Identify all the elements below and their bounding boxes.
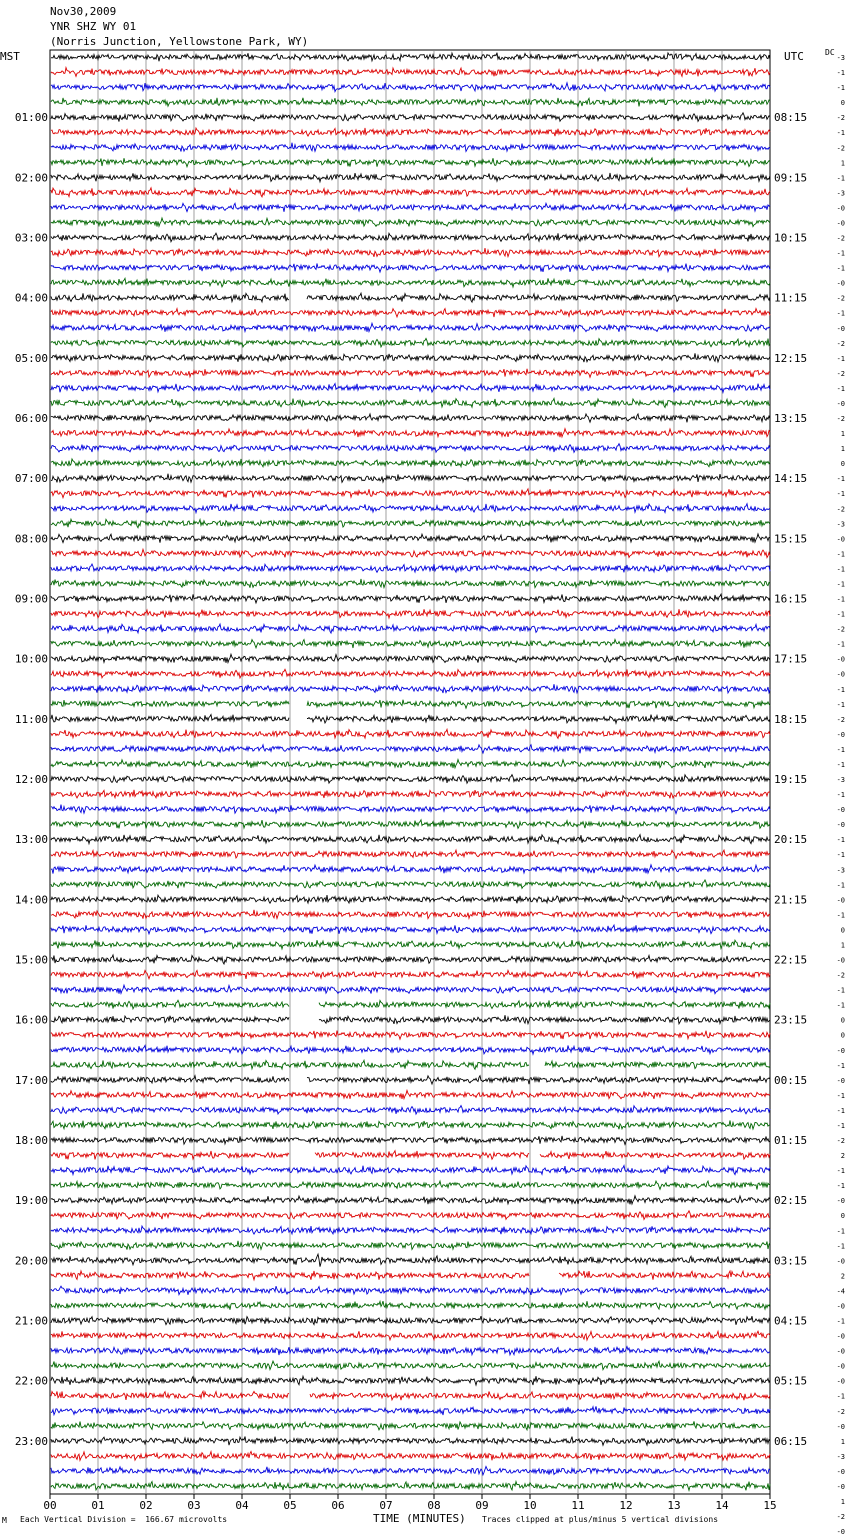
trace-row-22 [51, 384, 770, 393]
dc-offset-value: 0 [840, 460, 845, 469]
trace-row-27 [51, 459, 770, 467]
dc-offset-value: -0 [836, 1528, 845, 1534]
right-hour-label: 01:15 [774, 1134, 808, 1147]
right-hour-label: 09:15 [774, 171, 808, 185]
dc-offset-value: -2 [836, 144, 845, 153]
trace-row-65 [51, 1031, 770, 1040]
trace-row-89 [51, 1391, 770, 1400]
dc-offset-value: -1 [836, 911, 845, 920]
x-tick-label: 03 [187, 1499, 201, 1512]
trace-row-72 [51, 1136, 770, 1145]
trace-row-42 [51, 684, 770, 693]
dc-offset-value: 0 [840, 1016, 845, 1025]
left-hour-label: 17:00 [14, 1073, 48, 1087]
dc-offset-value: -1 [836, 1121, 845, 1130]
dc-offset-value: -1 [836, 84, 845, 93]
dc-offset-value: -4 [836, 1287, 845, 1296]
trace-row-8 [51, 173, 770, 182]
trace-row-52 [51, 835, 770, 844]
trace-row-51 [51, 820, 770, 829]
dc-offset-value: -1 [836, 309, 845, 318]
right-hour-label: 15:15 [774, 532, 808, 546]
left-hour-label: 18:00 [14, 1134, 48, 1147]
trace-row-21 [51, 369, 770, 378]
dc-offset-value: -1 [836, 640, 845, 649]
dc-offset-value: -2 [836, 415, 845, 423]
trace-row-78 [51, 1226, 770, 1234]
trace-row-94 [51, 1466, 770, 1474]
dc-offset-value: -0 [836, 956, 845, 965]
dc-offset-value: -0 [836, 670, 845, 679]
x-tick-label: 09 [475, 1499, 489, 1512]
dc-offset-value: -1 [836, 1182, 845, 1191]
left-hour-label: 15:00 [14, 953, 48, 967]
right-hour-label: 08:15 [774, 111, 808, 125]
dc-offset-value: 2 [840, 1152, 845, 1161]
dc-offset-value: -0 [836, 1377, 845, 1386]
dc-offset-value: -1 [836, 1091, 845, 1100]
right-hour-label: 18:15 [774, 712, 808, 726]
trace-row-91 [51, 1421, 770, 1430]
trace-row-90 [51, 1406, 770, 1415]
x-tick-label: 07 [379, 1499, 393, 1512]
trace-row-35 [51, 579, 770, 588]
right-hour-label: 21:15 [774, 893, 808, 907]
dc-offset-value: -2 [836, 1513, 845, 1522]
right-hour-label: 11:15 [774, 291, 808, 305]
trace-row-49 [51, 790, 770, 798]
dc-offset-value: -0 [836, 1076, 845, 1085]
dc-offset-value: -0 [836, 1302, 845, 1311]
trace-row-31 [51, 519, 770, 528]
clip-note: Traces clipped at plus/minus 5 vertical divisions [482, 1515, 719, 1524]
dc-offset-value: -0 [836, 821, 845, 830]
x-tick-label: 05 [283, 1499, 297, 1512]
dc-offset-value: -0 [836, 1197, 845, 1206]
trace-row-86 [51, 1347, 770, 1355]
x-axis-title: TIME (MINUTES) [373, 1512, 466, 1525]
dc-offset-value: -1 [836, 475, 845, 484]
x-tick-label: 06 [331, 1499, 345, 1512]
dc-offset-value: -0 [836, 896, 845, 905]
right-hour-label: 00:15 [774, 1073, 808, 1087]
x-tick-label: 11 [571, 1499, 585, 1512]
dc-offset-value: -0 [836, 324, 845, 333]
dc-offset-value: -2 [836, 1137, 845, 1145]
dc-offset-value: -2 [836, 339, 845, 348]
dc-offset-value: -0 [836, 1332, 845, 1341]
trace-row-62 [51, 985, 770, 993]
dc-offset-value: -1 [836, 384, 845, 393]
dc-offset-value: -0 [836, 279, 845, 288]
dc-offset-value: -1 [836, 1061, 845, 1070]
trace-row-25 [51, 429, 770, 437]
dc-offset-value: -0 [836, 535, 845, 544]
trace-row-10 [51, 203, 770, 211]
dc-offset-value: -0 [836, 204, 845, 213]
dc-offset-value: -3 [836, 776, 845, 784]
trace-row-30 [51, 504, 770, 513]
trace-row-56 [51, 895, 770, 903]
trace-row-16 [51, 293, 770, 302]
dc-offset-value: 1 [840, 941, 845, 950]
dc-offset-value: -2 [836, 1407, 845, 1416]
trace-row-93 [51, 1452, 770, 1461]
right-hour-label: 22:15 [774, 953, 808, 967]
trace-row-69 [51, 1090, 770, 1099]
dc-offset-value: -1 [836, 490, 845, 499]
dc-offset-value: -1 [836, 1106, 845, 1115]
dc-offset-value: 1 [840, 430, 845, 439]
trace-row-81 [51, 1271, 770, 1280]
left-hour-label: 11:00 [14, 712, 48, 726]
right-hour-label: 02:15 [774, 1194, 808, 1208]
right-hour-label: 14:15 [774, 472, 808, 486]
trace-row-73 [51, 1151, 770, 1160]
trace-row-7 [51, 158, 770, 167]
trace-row-92 [51, 1436, 770, 1445]
trace-row-41 [51, 669, 770, 678]
left-hour-label: 20:00 [14, 1254, 48, 1268]
left-hour-label: 02:00 [14, 171, 48, 185]
trace-row-59 [51, 940, 770, 949]
right-hour-label: 03:15 [774, 1254, 808, 1268]
trace-row-77 [51, 1211, 770, 1220]
left-hour-label: 04:00 [14, 291, 48, 305]
trace-row-55 [51, 880, 770, 889]
trace-row-68 [51, 1076, 770, 1084]
x-tick-label: 01 [91, 1499, 105, 1512]
left-hour-label: 12:00 [14, 773, 48, 786]
dc-offset-value: -0 [836, 1422, 845, 1431]
dc-offset-value: -3 [836, 520, 845, 529]
right-hour-label: 12:15 [774, 351, 808, 365]
trace-row-61 [51, 970, 770, 978]
trace-row-4 [51, 113, 770, 122]
trace-row-33 [51, 549, 770, 557]
dc-offset-value: -2 [836, 369, 845, 378]
trace-row-40 [51, 654, 770, 663]
trace-row-38 [51, 624, 770, 633]
dc-offset-value: -3 [836, 189, 845, 198]
dc-offset-value: -1 [836, 129, 845, 138]
dc-offset-value: -2 [836, 114, 845, 123]
left-hour-label: 10:00 [14, 652, 48, 666]
dc-offset-value: -1 [836, 760, 845, 769]
trace-row-15 [51, 278, 770, 287]
left-hour-label: 05:00 [14, 351, 48, 365]
dc-offset-value: -0 [836, 399, 845, 408]
dc-offset-value: -0 [836, 1362, 845, 1371]
x-tick-label: 13 [667, 1499, 681, 1512]
trace-row-45 [51, 729, 770, 738]
trace-row-64 [51, 1015, 770, 1024]
trace-row-18 [51, 323, 770, 331]
dc-offset-value: -1 [836, 354, 845, 363]
x-tick-label: 15 [763, 1499, 777, 1512]
dc-offset-value: -1 [836, 550, 845, 559]
left-hour-label: 14:00 [14, 893, 48, 907]
trace-row-23 [51, 398, 770, 407]
trace-row-54 [51, 865, 770, 874]
left-hour-label: 13:00 [14, 833, 48, 847]
trace-row-11 [51, 218, 770, 226]
trace-row-53 [51, 850, 770, 858]
dc-offset-value: -1 [836, 595, 845, 604]
dc-offset-value: -2 [836, 971, 845, 980]
trace-row-48 [51, 775, 770, 784]
trace-row-85 [51, 1331, 770, 1340]
trace-row-32 [51, 534, 770, 543]
trace-row-43 [51, 700, 770, 709]
trace-row-66 [51, 1045, 770, 1054]
trace-row-12 [51, 233, 770, 242]
dc-offset-value: -2 [836, 234, 845, 243]
trace-row-71 [51, 1120, 770, 1129]
dc-column-label: DC [825, 48, 835, 57]
left-hour-label: 22:00 [14, 1374, 48, 1388]
trace-row-58 [51, 925, 770, 934]
dc-offset-value: -1 [836, 580, 845, 589]
right-hour-label: 06:15 [774, 1434, 808, 1448]
trace-row-84 [51, 1316, 770, 1325]
date-label: Nov30,2009 [50, 5, 117, 18]
dc-offset-value: -1 [836, 685, 845, 694]
dc-offset-value: -1 [836, 1392, 845, 1401]
x-tick-label: 04 [235, 1499, 249, 1512]
trace-row-87 [51, 1361, 770, 1369]
right-hour-label: 19:15 [774, 773, 808, 786]
trace-row-24 [51, 414, 770, 422]
trace-row-83 [51, 1301, 770, 1310]
dc-offset-value: 2 [840, 1272, 845, 1281]
dc-offset-value: -1 [836, 174, 845, 183]
x-tick-label: 08 [427, 1499, 441, 1512]
trace-row-0 [51, 53, 770, 62]
dc-offset-value: -1 [836, 610, 845, 619]
x-tick-label: 12 [619, 1499, 633, 1512]
left-hour-label: 08:00 [14, 532, 48, 546]
trace-row-79 [51, 1241, 770, 1250]
trace-row-37 [51, 609, 770, 618]
trace-row-76 [51, 1196, 770, 1205]
dc-offset-value: -1 [836, 700, 845, 709]
right-hour-label: 13:15 [774, 412, 808, 425]
dc-offset-value: 1 [840, 1437, 845, 1446]
location-label: (Norris Junction, Yellowstone Park, WY) [50, 35, 309, 48]
dc-offset-value: -0 [836, 1482, 845, 1491]
trace-row-6 [51, 143, 770, 152]
trace-row-1 [51, 68, 770, 77]
trace-row-14 [51, 263, 770, 272]
dc-offset-value: 0 [840, 99, 845, 108]
trace-row-39 [51, 640, 770, 648]
right-hour-label: 10:15 [774, 231, 808, 245]
dc-offset-value: -3 [836, 866, 845, 875]
scale-note: Each Vertical Division = 166.67 microvolts [20, 1515, 228, 1524]
dc-offset-value: -0 [836, 219, 845, 228]
dc-offset-value: -1 [836, 851, 845, 860]
trace-row-44 [51, 715, 770, 724]
left-hour-label: 06:00 [14, 412, 48, 425]
left-hour-label: 09:00 [14, 592, 48, 606]
dc-offset-value: -2 [836, 505, 845, 514]
left-hour-label: 01:00 [14, 111, 48, 125]
dc-offset-value: -2 [836, 294, 845, 303]
left-hour-label: 21:00 [14, 1314, 48, 1328]
trace-row-46 [51, 745, 770, 753]
dc-offset-value: 1 [840, 445, 845, 454]
left-hour-label: 23:00 [14, 1434, 48, 1448]
dc-offset-value: -3 [836, 54, 845, 62]
right-hour-label: 23:15 [774, 1013, 808, 1027]
dc-offset-value: -3 [836, 1452, 845, 1461]
x-tick-label: 02 [139, 1499, 153, 1512]
right-hour-label: 20:15 [774, 833, 808, 847]
right-hour-label: 04:15 [774, 1314, 808, 1328]
trace-row-75 [51, 1181, 770, 1189]
trace-row-70 [51, 1106, 770, 1115]
dc-offset-value: -1 [836, 745, 845, 754]
trace-row-17 [51, 309, 770, 317]
dc-offset-value: -1 [836, 249, 845, 258]
dc-offset-value: -2 [836, 625, 845, 634]
trace-row-29 [51, 489, 770, 498]
trace-row-60 [51, 955, 770, 964]
station-label: YNR SHZ WY 01 [50, 20, 137, 33]
trace-row-26 [51, 444, 770, 453]
dc-offset-value: -2 [836, 715, 845, 724]
dc-offset-value: 1 [840, 1498, 845, 1506]
dc-offset-value: -1 [836, 69, 845, 78]
trace-row-47 [51, 760, 770, 768]
x-tick-label: 14 [715, 1499, 729, 1512]
dc-offset-value: 1 [840, 159, 845, 168]
dc-offset-value: -1 [836, 836, 845, 845]
left-hour-label: 03:00 [14, 231, 48, 245]
trace-row-67 [51, 1060, 770, 1069]
dc-offset-value: -1 [836, 881, 845, 890]
left-hour-label: 07:00 [14, 472, 48, 486]
trace-row-80 [51, 1254, 770, 1266]
dc-offset-value: -0 [836, 1046, 845, 1055]
trace-row-57 [51, 910, 770, 919]
left-hour-label: 19:00 [14, 1194, 48, 1208]
dc-offset-value: -1 [836, 986, 845, 995]
dc-offset-value: -1 [836, 264, 845, 273]
right-hour-label: 16:15 [774, 592, 808, 606]
dc-offset-value: 0 [840, 1031, 845, 1040]
trace-row-19 [51, 338, 770, 347]
dc-offset-value: -0 [836, 1347, 845, 1356]
trace-row-13 [51, 248, 770, 257]
trace-row-34 [51, 564, 770, 572]
trace-row-95 [51, 1482, 770, 1491]
dc-offset-value: -0 [836, 730, 845, 739]
corner-mark: M [2, 1516, 7, 1525]
left-timezone-label: MST [0, 50, 20, 63]
trace-row-36 [51, 594, 770, 603]
dc-offset-value: 0 [840, 1212, 845, 1221]
dc-offset-value: -1 [836, 791, 845, 800]
dc-offset-value: -1 [836, 1242, 845, 1251]
trace-row-20 [51, 353, 770, 362]
dc-offset-value: 0 [840, 926, 845, 935]
right-hour-label: 05:15 [774, 1374, 808, 1388]
left-hour-label: 16:00 [14, 1013, 48, 1027]
trace-row-74 [51, 1166, 770, 1175]
dc-offset-value: -1 [836, 1001, 845, 1010]
x-tick-label: 00 [43, 1499, 57, 1512]
trace-row-63 [51, 1000, 770, 1009]
right-timezone-label: UTC [784, 50, 804, 63]
trace-row-88 [51, 1376, 770, 1385]
x-tick-label: 10 [523, 1499, 537, 1512]
trace-row-2 [51, 83, 770, 92]
dc-offset-value: -0 [836, 655, 845, 664]
dc-offset-value: -0 [836, 1257, 845, 1266]
dc-offset-value: -1 [836, 1317, 845, 1326]
dc-offset-value: -1 [836, 565, 845, 574]
trace-row-50 [51, 805, 770, 814]
dc-offset-value: -0 [836, 806, 845, 815]
trace-row-3 [51, 98, 770, 107]
right-hour-label: 17:15 [774, 652, 808, 666]
dc-offset-value: -0 [836, 1467, 845, 1476]
trace-row-5 [51, 128, 770, 136]
dc-offset-value: -1 [836, 1167, 845, 1176]
trace-row-82 [51, 1286, 770, 1295]
trace-row-9 [51, 188, 770, 197]
trace-row-28 [51, 474, 770, 483]
dc-offset-value: -1 [836, 1227, 845, 1236]
